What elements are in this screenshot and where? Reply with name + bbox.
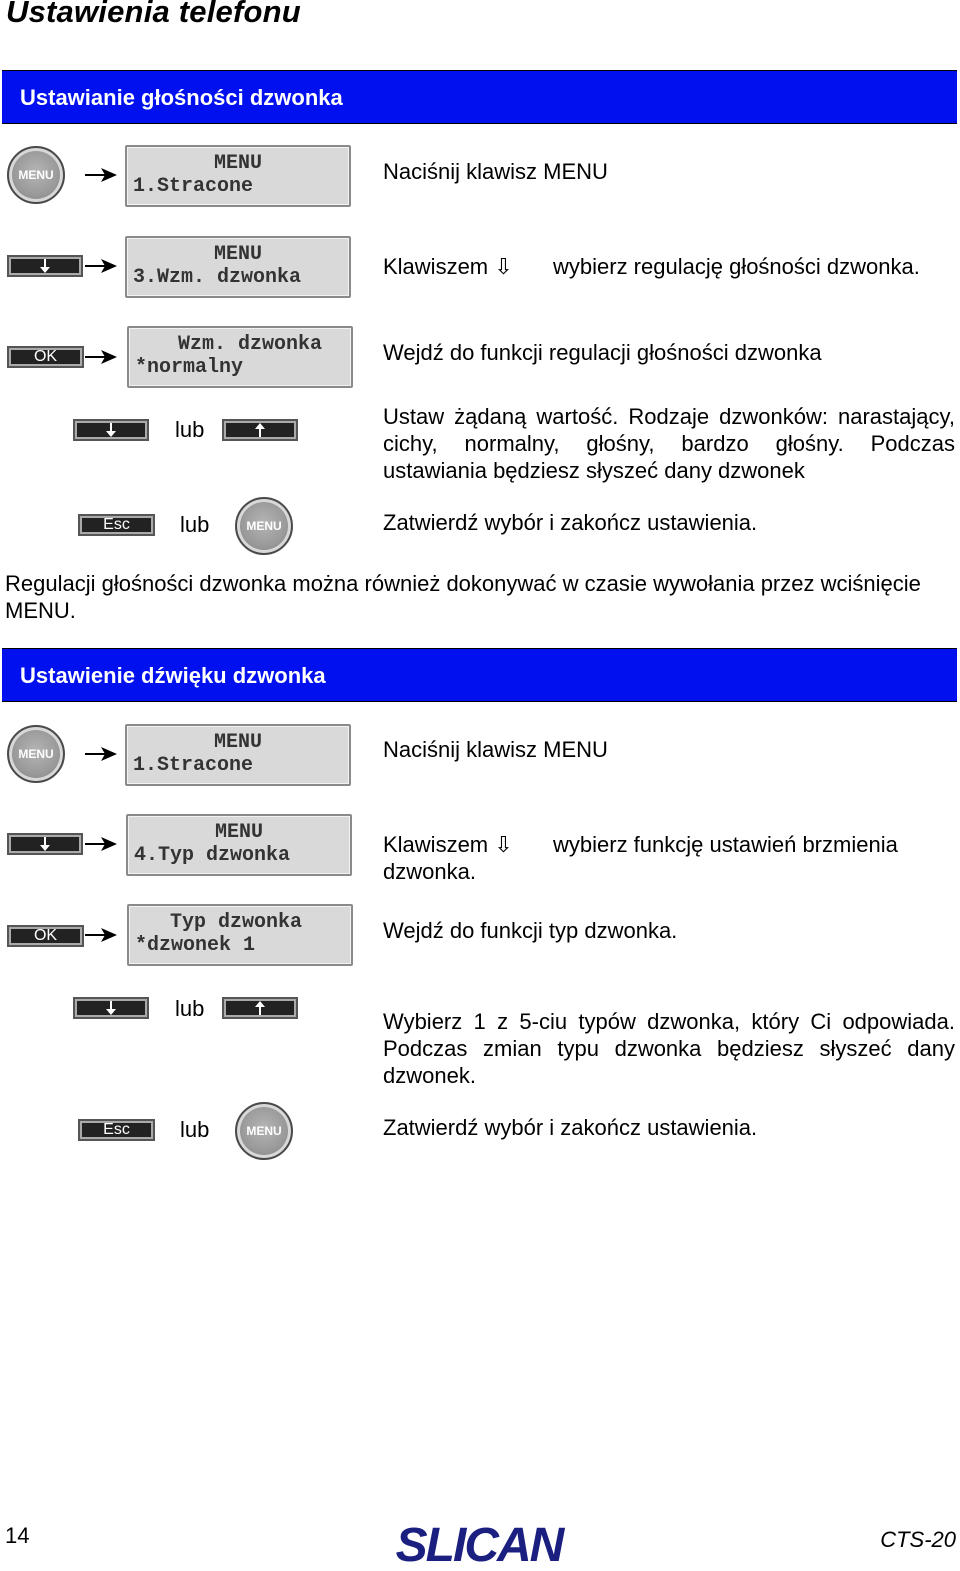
or-label: lub (180, 512, 210, 537)
arrow-down-icon (104, 1000, 118, 1016)
lcd-line-2: 1.Stracone (133, 175, 254, 198)
lcd-line-2: 4.Typ dzwonka (134, 844, 291, 867)
step-text: Ustaw żądaną wartość. Rodzaje dzwonków: narastający, cichy, normalny, głośny, bardzo głośny. Podczas ustawiania będziesz słyszeć dany dzwonek (383, 404, 955, 483)
down-key[interactable] (7, 833, 83, 855)
section-header-ring-tone (2, 648, 957, 702)
lcd-display (127, 904, 353, 966)
lcd-display (127, 326, 353, 388)
menu-key-label: MENU (246, 1124, 282, 1138)
step-text-a: Klawiszem ⇩ (383, 254, 513, 279)
esc-key[interactable] (78, 514, 155, 536)
step-text: Wejdź do funkcji typ dzwonka. (383, 918, 678, 943)
menu-key[interactable] (235, 1102, 293, 1160)
ok-key[interactable] (7, 925, 84, 947)
menu-key-label: MENU (18, 168, 54, 182)
lcd-display (125, 236, 351, 298)
arrow-right-icon (85, 746, 117, 762)
lcd-display (126, 814, 352, 876)
step-text: Naciśnij klawisz MENU (383, 737, 608, 762)
lcd-line-1: Wzm. dzwonka (177, 333, 323, 356)
arrow-up-icon (253, 422, 267, 438)
lcd-line-2: *normalny (135, 356, 244, 379)
step-text: Wybierz 1 z 5-ciu typów dzwonka, który Ci odpowiada. Podczas zmian typu dzwonka będziesz słyszeć dany dzwonek. (383, 1009, 955, 1088)
or-label: lub (175, 996, 205, 1021)
down-key[interactable] (7, 255, 83, 277)
arrow-down-icon (104, 422, 118, 438)
down-key[interactable] (73, 419, 149, 441)
ok-key[interactable] (7, 346, 84, 368)
step-text: Zatwierdź wybór i zakończ ustawienia. (383, 510, 758, 535)
lcd-display (125, 145, 351, 207)
menu-key[interactable] (235, 497, 293, 555)
arrow-right-icon (85, 836, 117, 852)
esc-key-label: Esc (103, 1121, 130, 1138)
step-text: Wejdź do funkcji regulacji głośności dzwonka (383, 340, 822, 365)
arrow-right-icon (85, 927, 117, 943)
arrow-right-icon (85, 349, 117, 365)
section-title: Ustawienie dźwięku dzwonka (20, 663, 326, 688)
section-header-ring-volume (2, 70, 957, 124)
down-key[interactable] (73, 997, 149, 1019)
lcd-line-2: 3.Wzm. dzwonka (133, 266, 302, 289)
step-text: Zatwierdź wybór i zakończ ustawienia. (383, 1115, 758, 1140)
arrow-down-icon (38, 258, 52, 274)
or-label: lub (180, 1117, 210, 1142)
step-text-c: dzwonka. (383, 859, 476, 884)
arrow-up-icon (253, 1000, 267, 1016)
menu-key-label: MENU (18, 747, 54, 761)
arrow-down-icon (38, 836, 52, 852)
step-text-b: wybierz regulację głośności dzwonka. (553, 254, 920, 279)
step-text-b: wybierz funkcję ustawień brzmienia (553, 832, 898, 857)
page-number: 14 (5, 1523, 30, 1548)
lcd-line-1: MENU (214, 821, 263, 844)
lcd-line-1: Typ dzwonka (169, 911, 303, 934)
lcd-line-2: *dzwonek 1 (135, 934, 256, 957)
step-text-a: Klawiszem ⇩ (383, 832, 513, 857)
ok-key-label: OK (33, 348, 58, 365)
step-text: Naciśnij klawisz MENU (383, 159, 608, 184)
lcd-line-1: MENU (213, 731, 262, 754)
lcd-display (125, 724, 351, 786)
section-title: Ustawianie głośności dzwonka (20, 85, 343, 110)
menu-key-label: MENU (246, 519, 282, 533)
slican-logo (374, 1521, 584, 1565)
arrow-right-icon (85, 258, 117, 274)
or-label: lub (175, 417, 205, 442)
svg-text:SLICAN: SLICAN (395, 1521, 563, 1565)
menu-key[interactable] (7, 146, 65, 204)
lcd-line-2: 1.Stracone (133, 754, 254, 777)
up-key[interactable] (222, 419, 298, 441)
model-name: CTS-20 (880, 1527, 956, 1552)
esc-key[interactable] (78, 1119, 155, 1141)
ok-key-label: OK (33, 927, 58, 944)
note-text: Regulacji głośności dzwonka można również dokonywać w czasie wywołania przez wciśnięcie MENU. (5, 571, 921, 623)
lcd-line-1: MENU (213, 243, 262, 266)
menu-key[interactable] (7, 725, 65, 783)
arrow-right-icon (85, 167, 117, 183)
up-key[interactable] (222, 997, 298, 1019)
page-title: Ustawienia telefonu (6, 0, 301, 29)
lcd-line-1: MENU (213, 152, 262, 175)
esc-key-label: Esc (103, 516, 130, 533)
